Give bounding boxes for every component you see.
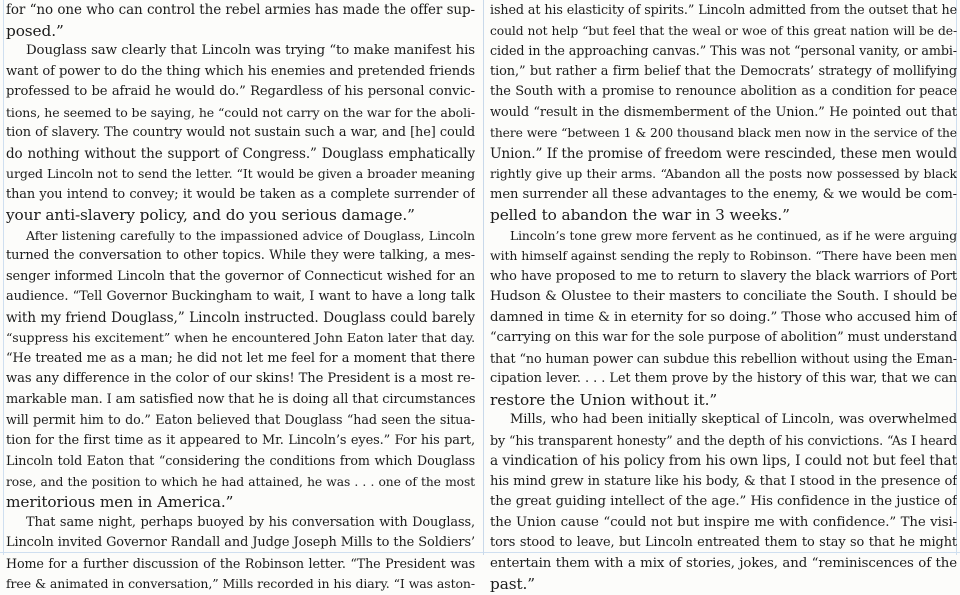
text-line: for “no one who can control the rebel armies has made the offer sup-	[6, 2, 475, 18]
text-line: will permit him to do.” Eaton believed that Douglass “had seen the situa-	[6, 412, 475, 427]
text-line: do nothing without the support of Congress.” Douglass emphatically	[6, 145, 475, 162]
text-line: Home for a further discussion of the Robinson letter. “The President was	[6, 555, 475, 571]
text-line: tions, he seemed to be saying, he “could not carry on the war for the aboli-	[6, 104, 475, 120]
text-line: “He treated me as a man; he did not let me feel for a moment that there	[6, 350, 475, 366]
text-line: “carrying on this war for the sole purpose of abolition” must understand	[490, 330, 957, 345]
text-line: rose, and the position to which he had attained, he was . . . one of the most	[6, 474, 475, 489]
text-line: a vindication of his policy from his own lips, I could not but feel that	[490, 453, 957, 469]
text-line: entertain them with a mix of stories, jokes, and “reminiscences of the	[490, 555, 957, 571]
text-line: damned in time & in eternity for so doing.” Those who accused him of	[490, 309, 957, 325]
text-line: Lincoln’s tone grew more fervent as he continued, as if he were arguing	[510, 228, 957, 243]
text-line: professed to be afraid he would do.” Regardless of his personal convic-	[6, 84, 475, 99]
text-line: restore the Union without it.”	[490, 390, 718, 409]
text-line: the South with a promise to renounce abolition as a condition for peace	[490, 84, 957, 99]
text-line: was any difference in the color of our skins! The President is a most re-	[6, 371, 475, 386]
text-line: rightly give up their arms. “Abandon all the posts now possessed by black	[490, 166, 957, 181]
text-line: markable man. I am satisfied now that he is doing all that circumstances	[6, 391, 475, 407]
text-line: cided in the approaching canvas.” This was not “personal vanity, or ambi-	[490, 43, 957, 58]
text-line: After listening carefully to the impassioned advice of Douglass, Lincoln	[26, 227, 475, 243]
text-line: want of power to do the thing which his enemies and pretended friends	[6, 63, 475, 79]
text-line: pelled to abandon the war in 3 weeks.”	[490, 206, 790, 224]
text-line: audience. “Tell Governor Buckingham to wait, I want to have a long talk	[6, 289, 475, 304]
text-line: Lincoln invited Governor Randall and Judge Joseph Mills to the Soldiers’	[6, 535, 475, 550]
text-line: the Union cause “could not but inspire me with confidence.” The visi-	[490, 514, 957, 530]
text-line: that “no human power can subdue this rebellion without using the Eman-	[490, 350, 957, 366]
text-line: “suppress his excitement” when he encountered John Eaton later that day.	[6, 330, 475, 345]
text-line: there were “between 1 & 200 thousand black men now in the service of the	[490, 126, 957, 140]
text-line: senger informed Lincoln that the governor of Connecticut wished for an	[6, 268, 475, 284]
text-line: ished at his elasticity of spirits.” Lincoln admitted from the outset that he	[490, 2, 957, 17]
text-line: with himself against sending the reply to Robinson. “There have been men	[490, 248, 957, 263]
text-line: your anti-slavery policy, and do you serious damage.”	[6, 206, 415, 224]
text-line: urged Lincoln not to send the letter. “It would be given a broader meaning	[6, 166, 475, 181]
text-line: the great guiding intellect of the age.” His confidence in the justice of	[490, 494, 957, 509]
text-line: meritorious men in America.”	[6, 493, 234, 511]
text-line: tion of slavery. The country would not sustain such a war, and [he] could	[6, 125, 475, 140]
text-line: Douglass saw clearly that Lincoln was trying “to make manifest his	[26, 43, 475, 58]
text-line: who have proposed to me to return to slavery the black warriors of Port	[490, 268, 957, 284]
text-line: with my friend Douglass,” Lincoln instructed. Douglass could barely	[6, 309, 475, 326]
text-line: his mind grew in stature like his body, & that I stood in the presence of	[490, 473, 957, 489]
text-line: tion for the first time as it appeared to Mr. Lincoln’s eyes.” For his part,	[6, 432, 475, 448]
text-line: Union.” If the promise of freedom were rescinded, these men would	[490, 145, 957, 162]
text-line: Lincoln told Eaton that “considering the conditions from which Douglass	[6, 453, 475, 468]
text-line: posed.”	[6, 21, 64, 40]
text-line: could not help “but feel that the weal or woe of this great nation will be de-	[490, 23, 957, 38]
text-line: turned the conversation to other topics. While they were talking, a mes-	[6, 248, 475, 263]
text-line: than you intend to convey; it would be taken as a complete surrender of	[6, 186, 475, 202]
text-line: by “his transparent honesty” and the depth of his convictions. “As I heard	[490, 432, 957, 448]
text-line: past.”	[490, 575, 535, 593]
text-line: That same night, perhaps buoyed by his conversation with Douglass,	[26, 514, 475, 530]
text-line: Mills, who had been initially skeptical of Lincoln, was overwhelmed	[510, 412, 957, 427]
text-line: Hudson & Olustee to their masters to conciliate the South. I should be	[490, 289, 957, 304]
text-line: free & animated in conversation,” Mills recorded in his diary. “I was aston-	[6, 576, 475, 591]
text-line: tion,” but rather a firm belief that the Democrats’ strategy of mollifying	[490, 63, 957, 79]
right-text-column	[484, 0, 960, 593]
text-line: tors stood to leave, but Lincoln entreated them to stay so that he might	[490, 535, 957, 550]
text-line: cipation lever. . . . Let them prove by the history of this war, that we can	[490, 371, 957, 386]
text-line: would “result in the dismemberment of the Union.” He pointed out that	[490, 104, 957, 120]
text-line: men surrender all these advantages to the enemy, & we would be com-	[490, 186, 957, 202]
